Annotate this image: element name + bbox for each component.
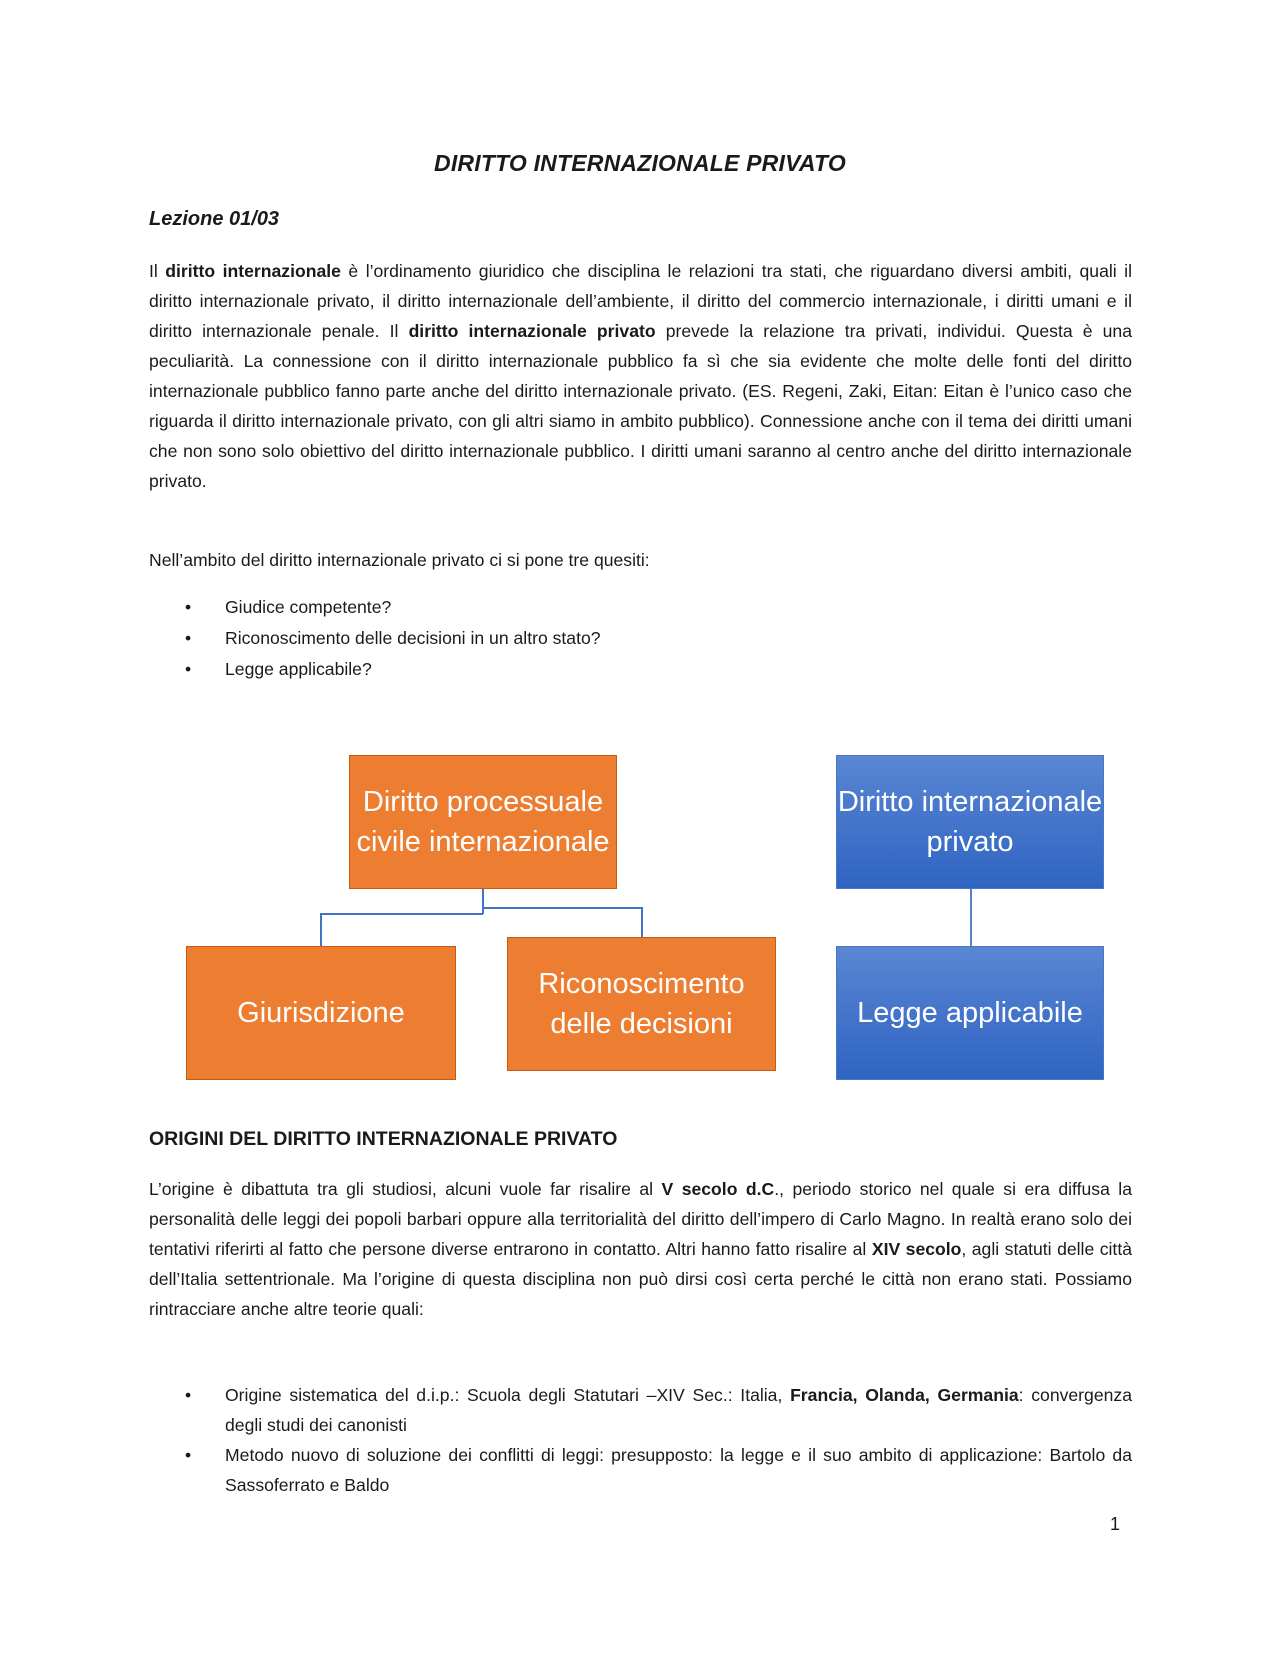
node-label: Diritto processuale civile internazionale: [356, 786, 610, 858]
document-title: DIRITTO INTERNAZIONALE PRIVATO: [434, 150, 846, 176]
text-run: Origine sistematica del d.i.p.: Scuola degli Statutari –XIV Sec.: Italia,: [225, 1385, 791, 1405]
theories-list: [149, 1380, 1132, 1500]
text-run: : convergenza degli studi dei canonisti: [225, 1385, 1132, 1435]
connector-line: [482, 907, 642, 909]
list-item-text: Riconoscimento delle decisioni in un altro stato?: [225, 628, 601, 648]
list-item-text: Giudice competente?: [225, 597, 392, 617]
questions-intro: Nell’ambito del diritto internazionale privato ci si pone tre quesiti:: [149, 550, 650, 570]
questions-list: [149, 592, 1132, 685]
text-run: è l’ordinamento giuridico che disciplina le relazioni tra stati, che riguardano diversi ambiti, quali il diritto internazionale privato, il diritto internazionale dell’ambiente, il diritto del commercio internazionale, i diritti umani e il diritto internazionale penale. Il: [149, 261, 1132, 341]
section-heading: ORIGINI DEL DIRITTO INTERNAZIONALE PRIVATO: [149, 1128, 618, 1150]
node-label: Riconoscimento delle decisioni: [538, 968, 745, 1040]
node-label: Legge applicabile: [857, 997, 1083, 1029]
intro-paragraph: [149, 256, 1132, 496]
list-item: [149, 623, 1132, 654]
bullet-icon: •: [185, 1385, 192, 1405]
node-label: Diritto internazionale privato: [837, 786, 1103, 858]
bold-term: V secolo d.C: [661, 1179, 775, 1199]
connector-line: [482, 889, 484, 914]
list-item: [149, 1380, 1132, 1440]
bold-term: diritto internazionale privato: [408, 321, 656, 341]
list-item-text: Legge applicabile?: [225, 659, 372, 679]
connector-line: [970, 889, 972, 946]
bullet-icon: •: [185, 659, 192, 679]
diagram-node-giurisdizione: [186, 946, 456, 1080]
list-item: [149, 1440, 1132, 1500]
lesson-heading: Lezione 01/03: [149, 208, 280, 230]
text-run: Il: [149, 261, 166, 281]
bold-term: diritto internazionale: [165, 261, 341, 281]
text-run: , agli statuti delle città dell’Italia settentrionale. Ma l’origine di questa disciplina non può dirsi così certa perché le città non erano stati. Possiamo rintracciare anche altre teorie quali:: [149, 1239, 1132, 1319]
bullet-icon: •: [185, 628, 192, 648]
origins-paragraph: [149, 1174, 1132, 1324]
connector-line: [320, 913, 322, 946]
page-number: 1: [1110, 1514, 1121, 1534]
list-item: [149, 654, 1132, 685]
connector-line: [320, 913, 483, 915]
connector-line: [641, 907, 643, 937]
list-item: [149, 592, 1132, 623]
bold-term: XIV secolo: [871, 1239, 962, 1259]
text-run: L’origine è dibattuta tra gli studiosi, alcuni vuole far risalire al: [149, 1179, 662, 1199]
diagram-node-riconoscimento: [507, 937, 776, 1071]
diagram-node-dip: [836, 755, 1104, 889]
bullet-icon: •: [185, 597, 192, 617]
diagram-node-legge: [836, 946, 1104, 1080]
bold-term: Francia, Olanda, Germania: [790, 1385, 1019, 1405]
diagram-node-processuale: [349, 755, 617, 889]
text-run: prevede la relazione tra privati, individui. Questa è una peculiarità. La connessione con il diritto internazionale pubblico fa sì che sia evidente che molte delle fonti del diritto internazionale pubblico fanno parte anche del diritto internazionale privato. (ES. Regeni, Zaki, Eitan: Eitan è l’unico caso che riguarda il diritto internazionale privato, con gli altri siamo in ambito pubblico). Connessione anche con il tema dei diritti umani che non sono solo obiettivo del diritto internazionale pubblico. I diritti umani saranno al centro anche del diritto internazionale privato.: [149, 321, 1132, 491]
node-label: Giurisdizione: [237, 997, 405, 1029]
text-run: ., periodo storico nel quale si era diffusa la personalità delle leggi dei popoli barbari oppure alla territorialità del diritto dell’impero di Carlo Magno. In realtà erano solo dei tentativi riferirti al fatto che persone diverse entrarono in contatto. Altri hanno fatto risalire al: [149, 1179, 1132, 1259]
bullet-icon: •: [185, 1445, 192, 1465]
text-run: Metodo nuovo di soluzione dei conflitti di leggi: presupposto: la legge e il suo ambito di applicazione: Bartolo da Sassoferrato e Baldo: [225, 1445, 1132, 1495]
